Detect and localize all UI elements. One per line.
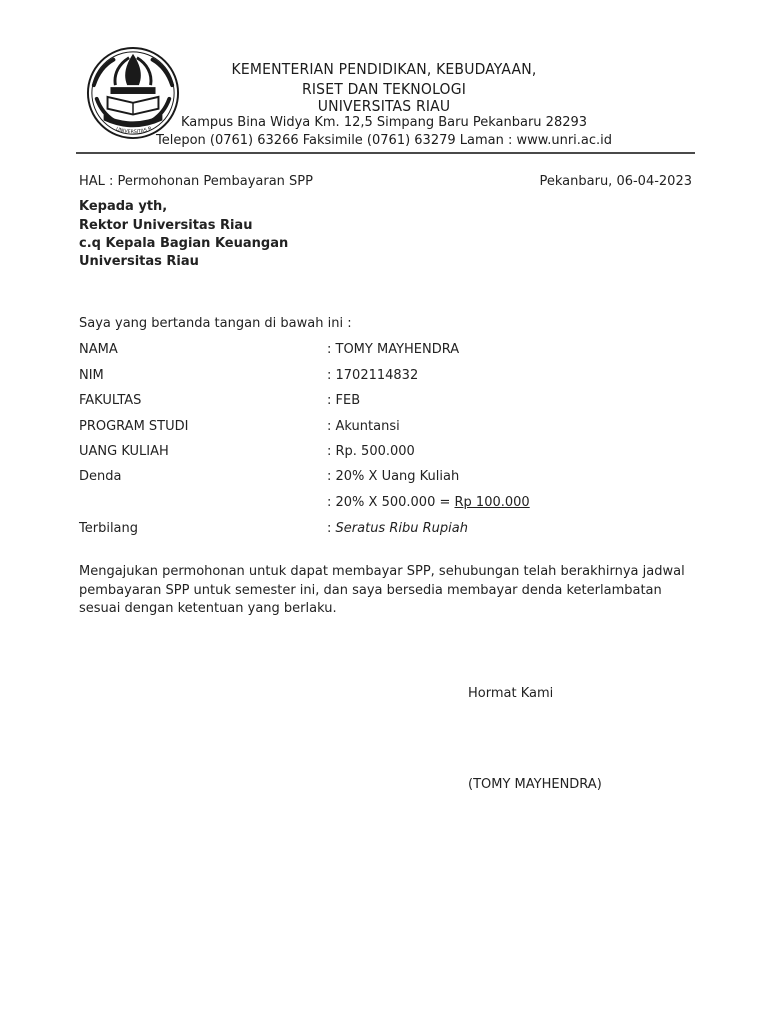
svg-text:UNIVERSITAS RIAU: UNIVERSITAS R [115,125,153,136]
field-value: : Rp. 500.000 [327,444,415,459]
field-label: FAKULTAS [79,393,142,408]
field-value: : TOMY MAYHENDRA [327,342,460,357]
denda-calculation [327,495,530,510]
letter-date: Pekanbaru, 06-04-2023 [539,174,692,189]
letterhead-divider [76,152,695,154]
university-address: Kampus Bina Widya Km. 12,5 Simpang Baru Pekanbaru 28293 [180,115,588,130]
field-value: : 20% X Uang Kuliah [327,469,460,484]
field-label: NIM [79,368,104,383]
university-name: UNIVERSITAS RIAU [317,97,451,115]
terbilang-value: Seratus Ribu Rupiah [335,521,468,536]
recipient-line: Kepada yth, [79,199,168,214]
closing-salutation: Hormat Kami [468,686,554,701]
denda-amount: Rp 100.000 [454,495,530,510]
field-value: : Akuntansi [327,419,400,434]
university-contact: Telepon (0761) 63266 Faksimile (0761) 63279 Laman : www.unri.ac.id [155,133,613,148]
ministry-name-line1: KEMENTERIAN PENDIDIKAN, KEBUDAYAAN, [231,60,537,78]
ministry-name-line2: RISET DAN TEKNOLOGI [301,80,467,98]
field-label: PROGRAM STUDI [79,419,189,434]
letter-body: Mengajukan permohonan untuk dapat membayar SPP, sehubungan telah berakhirnya jadwal pembayaran SPP untuk semester ini, dan saya bersedia membayar denda keterlambatan sesuai dengan ketentuan yang berlaku. [79,564,685,616]
terbilang-colon: : [327,521,332,536]
letter-intro: Saya yang bertanda tangan di bawah ini : [79,316,352,331]
terbilang-label: Terbilang [79,521,139,536]
field-label: Denda [79,469,122,484]
letter-subject: HAL : Permohonan Pembayaran SPP [79,174,313,189]
signature-name: (TOMY MAYHENDRA) [468,777,602,792]
recipient-line: Rektor Universitas Riau [79,218,253,233]
field-label: UANG KULIAH [79,444,169,459]
recipient-line: Universitas Riau [79,254,199,269]
field-value: : 1702114832 [327,368,419,383]
terbilang-value-row [327,521,468,536]
field-label: NAMA [79,342,118,357]
denda-calc-prefix: : 20% X 500.000 = [327,495,455,510]
recipient-line: c.q Kepala Bagian Keuangan [79,236,289,251]
field-value: : FEB [327,393,361,408]
